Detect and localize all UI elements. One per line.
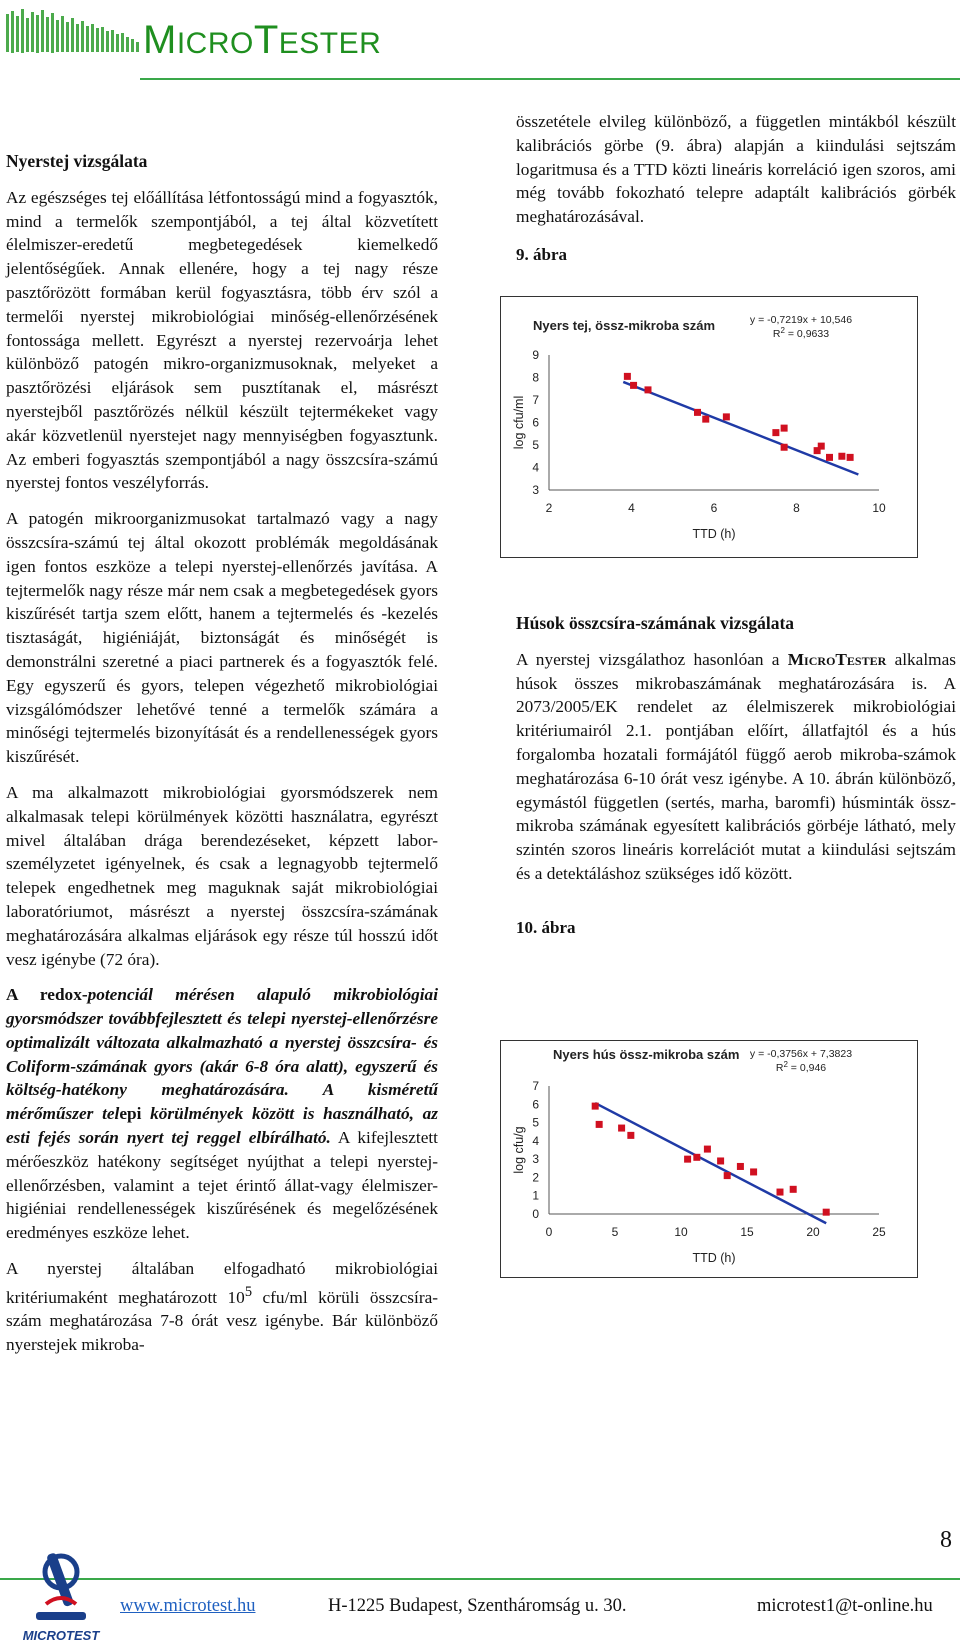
section-heading-raw-milk: Nyerstej vizsgálata <box>6 151 148 171</box>
left-column <box>6 150 438 1369</box>
chart2-xtick-label: 10 <box>674 1225 688 1239</box>
paragraph: A patogén mikroorganizmusokat tartalmazó vagy a nagy összcsíra-számú tej által okozott problémák megoldásának igen fontos eszköze a telepi nyerstej-ellenőrzés javítása. A tejtermelők nagy része már nem csak a megbetegedések gyors kiszűrését tartja szem előtt, hanem a tejtermelés és -kezelés tisztaságát, higiéniáját, biztonságát és minőségét is demonstrálni szeretné a piaci partnerek és a fogyasztók felé. Egy egyszerű és gyors, telepen végezhető mikrobiológiai vizsgálómódszer lehetővé tenné a termelők számára a minőségi tejtermelés bizonyítását és a rendellenességek gyors kiszűrését. <box>6 509 438 767</box>
chart1-data-point <box>781 425 788 432</box>
chart1-xtick-label: 4 <box>628 501 635 515</box>
chart1-ytick-label: 7 <box>532 393 539 407</box>
chart1-data-point <box>772 429 779 436</box>
paragraph-criteria: A nyerstej általában elfogadható mikrobiológiai kritériumaként meghatározott $10^5$ cfu/ml körüli összcsíra-szám meghatározása 7-8 órát vesz igénybe. Bár különböző nyerstejek mikroba- <box>6 1259 438 1355</box>
chart2-data-point <box>596 1121 603 1128</box>
chart2-data-point <box>592 1103 599 1110</box>
chart1-data-point <box>624 373 631 380</box>
paragraph-redox: A redox-potenciál mérésen alapuló mikrobiológiai gyorsmódszer továbbfejlesztett és telepi nyerstej-ellenőrzésre optimalizált változata alkalmazható a nyerstej összcsíra- és Coliform-számának gyors (akár 6-8 óra alatt), egyszerű és költség-hatékony meghatározására. A kisméretű mérőműszer telepi körülmények között is használható, az esti fejés során nyert tej reggel elbírálható. A kifejlesztett mérőeszköz hatékony segítséget nyújthat a telepi nyerstej-ellenőrzésben, valamint a tejet érintő állat-vagy élelmiszer-higiéniai rendellenességek kiszűrésének és megelőzésének eredményes eszköze lehet. <box>6 985 438 1243</box>
footer-address: H-1225 Budapest, Szentháromság u. 30. <box>328 1596 627 1616</box>
chart2-data-point <box>627 1132 634 1139</box>
chart2-data-point <box>618 1125 625 1132</box>
chart1-data-point <box>818 443 825 450</box>
chart2-trend-line <box>595 1103 826 1223</box>
page-header <box>0 0 960 80</box>
figure-9-label: 9. ábra <box>516 244 567 264</box>
chart2-data-point <box>717 1157 724 1164</box>
chart2-ytick-label: 3 <box>532 1152 539 1167</box>
paragraph: A ma alkalmazott mikrobiológiai gyorsmódszerek nem alkalmasak telepi körülmények közötti használatra, egyrészt mivel általában drága berendezéseket, képzett labor-személyzetet igényelnek, és csak a legnagyobb tejtermelő telepek engedhetnek meg maguknak saját mikrobiológiai laboratóriumot, másrészt a nyerstej összcsíra-számának meghatározására alkalmas eljárások egy része túl hosszú időt vesz igénybe (72 óra). <box>6 782 438 969</box>
chart1-data-point <box>694 409 701 416</box>
footer-rule <box>0 1578 960 1580</box>
footer-logo-text: MICROTEST <box>22 1628 100 1643</box>
chart1-data-point <box>723 413 730 420</box>
chart-raw-milk-svg <box>501 297 917 557</box>
chart1-ytick-label: 3 <box>532 483 539 497</box>
chart1-ytick-label: 4 <box>532 460 539 475</box>
chart1-data-point <box>781 444 788 451</box>
chart1-data-point <box>645 386 652 393</box>
chart2-equation: y = -0,3756x + 7,3823 <box>749 1048 853 1060</box>
header-rule <box>140 78 960 80</box>
chart1-xtick-label: 10 <box>872 501 886 515</box>
chart1-xtick-label: 6 <box>710 501 718 515</box>
paragraph-meat: A nyerstej vizsgálathoz hasonlóan a MicroTester alkalmas húsok összes mikrobaszámának meghatározására is. A 2073/2005/EK rendelet az élelmiszerek mikrobiológiai kritériumairól 2.1. pontjában előírt, állatfajtól és a hús forgalomba hozatali formájától függő aerob mikroba-számok meghatározása 6-10 órát vesz igénybe. A 10. ábrán különböző, egymástól független (sertés, marha, baromfi) húsminták össz-mikroba számának egyesített kalibrációs görbéje látható, mely szintén szoros lineáris korrelációt mutat a kiindulási sejtszám és a detektáláshoz szükséges idő között. <box>516 649 956 883</box>
chart2-ytick-label: 7 <box>532 1079 539 1093</box>
chart2-data-point <box>684 1156 691 1163</box>
chart-raw-meat <box>500 1040 918 1278</box>
chart2-ytick-label: 4 <box>532 1133 539 1148</box>
chart2-xtick-label: 20 <box>806 1225 820 1239</box>
chart2-x-axis-label: TTD (h) <box>692 1251 736 1265</box>
footer-website-link[interactable]: www.microtest.hu <box>120 1596 256 1616</box>
footer-email[interactable]: microtest1@t-online.hu <box>757 1596 933 1616</box>
chart2-data-point <box>693 1154 700 1161</box>
chart2-data-point <box>737 1163 744 1170</box>
chart2-data-point <box>724 1172 731 1179</box>
chart1-trend-line <box>623 382 858 475</box>
chart2-data-point <box>750 1168 757 1175</box>
chart1-data-point <box>702 416 709 423</box>
chart2-y-axis-label: log cfu/g <box>512 1126 526 1174</box>
brand-wordmark: MICROTESTER <box>143 18 382 62</box>
chart1-y-axis-label: log cfu/ml <box>512 395 526 450</box>
chart1-ytick-label: 5 <box>532 438 539 452</box>
chart1-title: Nyers tej, össz-mikroba szám <box>533 318 716 333</box>
paragraph: összetétele elvileg különböző, a független mintákból készült kalibrációs görbe (9. ábra) alapján a kiindulási sejtszám logaritmusa és a TTD közti lineáris korreláció igen szoros, ami még tovább fokozható telepre adaptált kalibrációs görbék meghatározásával. <box>516 112 956 227</box>
right-column <box>516 110 956 267</box>
chart2-xtick-label: 5 <box>611 1225 619 1239</box>
chart2-data-point <box>790 1186 797 1193</box>
chart1-ytick-label: 9 <box>532 348 539 362</box>
chart1-xtick-label: 2 <box>545 501 553 515</box>
chart1-data-point <box>630 382 637 389</box>
chart2-ytick-label: 0 <box>532 1207 539 1221</box>
chart2-ytick-label: 2 <box>532 1170 539 1185</box>
chart1-ytick-label: 6 <box>532 415 539 430</box>
paragraph: Az egészséges tej előállítása létfontosságú mind a fogyasztók, mind a termelők szempontjából, a tej által közvetített élelmiszer-eredetű megbetegedések kiemelkedő jelentőségűek. Annak ellenére, hogy a tej nagy része pasztőrözött formában kerül fogyasztásra, több érv szól a termelői nyerstej mikrobiológiai minőség-ellenőrzésének fontossága mellett. Egyrészt a nyerstej rezervoárja lehet különböző patogén mikro-organizmusoknak, melyeket a pasztőrözési eljárások sem pusztítanak el, másrészt nyerstejből pasztőrözés nélkül készült tejtermékeket vagy akár közvetlenül nyerstejet nagy mennyiségben fogyasztunk. Az emberi fogyasztás szempontjából a nagy összcsíra-számú nyerstej fontos veszélyforrás. <box>6 187 438 493</box>
chart2-ytick-label: 5 <box>532 1115 539 1130</box>
microtest-microscope-logo <box>16 1542 106 1647</box>
chart2-data-point <box>823 1209 830 1216</box>
chart-raw-meat-svg <box>501 1041 917 1277</box>
chart2-title: Nyers hús össz-mikroba szám <box>553 1047 740 1062</box>
figure-10-label: 10. ábra <box>516 917 576 937</box>
chart1-x-axis-label: TTD (h) <box>692 527 736 541</box>
section-heading-meat: Húsok összcsíra-számának vizsgálata <box>516 613 795 633</box>
chart2-data-point <box>704 1146 711 1153</box>
chart2-ytick-label: 6 <box>532 1097 539 1112</box>
chart2-xtick-label: 25 <box>872 1225 886 1239</box>
chart1-equation: y = -0,7219x + 10,546 <box>749 314 853 326</box>
chart1-xtick-label: 8 <box>793 501 800 515</box>
chart1-data-point <box>826 454 833 461</box>
chart1-r-squared: $R^2 = 0,9633$ <box>772 326 830 340</box>
chart1-data-point <box>847 454 854 461</box>
chart2-ytick-label: 1 <box>532 1188 539 1203</box>
chart2-xtick-label: 0 <box>545 1225 553 1239</box>
chart1-ytick-label: 8 <box>532 370 539 385</box>
chart2-data-point <box>777 1189 784 1196</box>
chart2-r-squared: $R^2 = 0,946$ <box>775 1060 827 1074</box>
chart2-xtick-label: 15 <box>740 1225 754 1239</box>
chart1-data-point <box>838 453 845 460</box>
right-column-lower <box>516 612 956 940</box>
page-number: 8 <box>940 1527 952 1553</box>
chart-raw-milk <box>500 296 918 558</box>
brand-logo-bars <box>4 6 144 56</box>
